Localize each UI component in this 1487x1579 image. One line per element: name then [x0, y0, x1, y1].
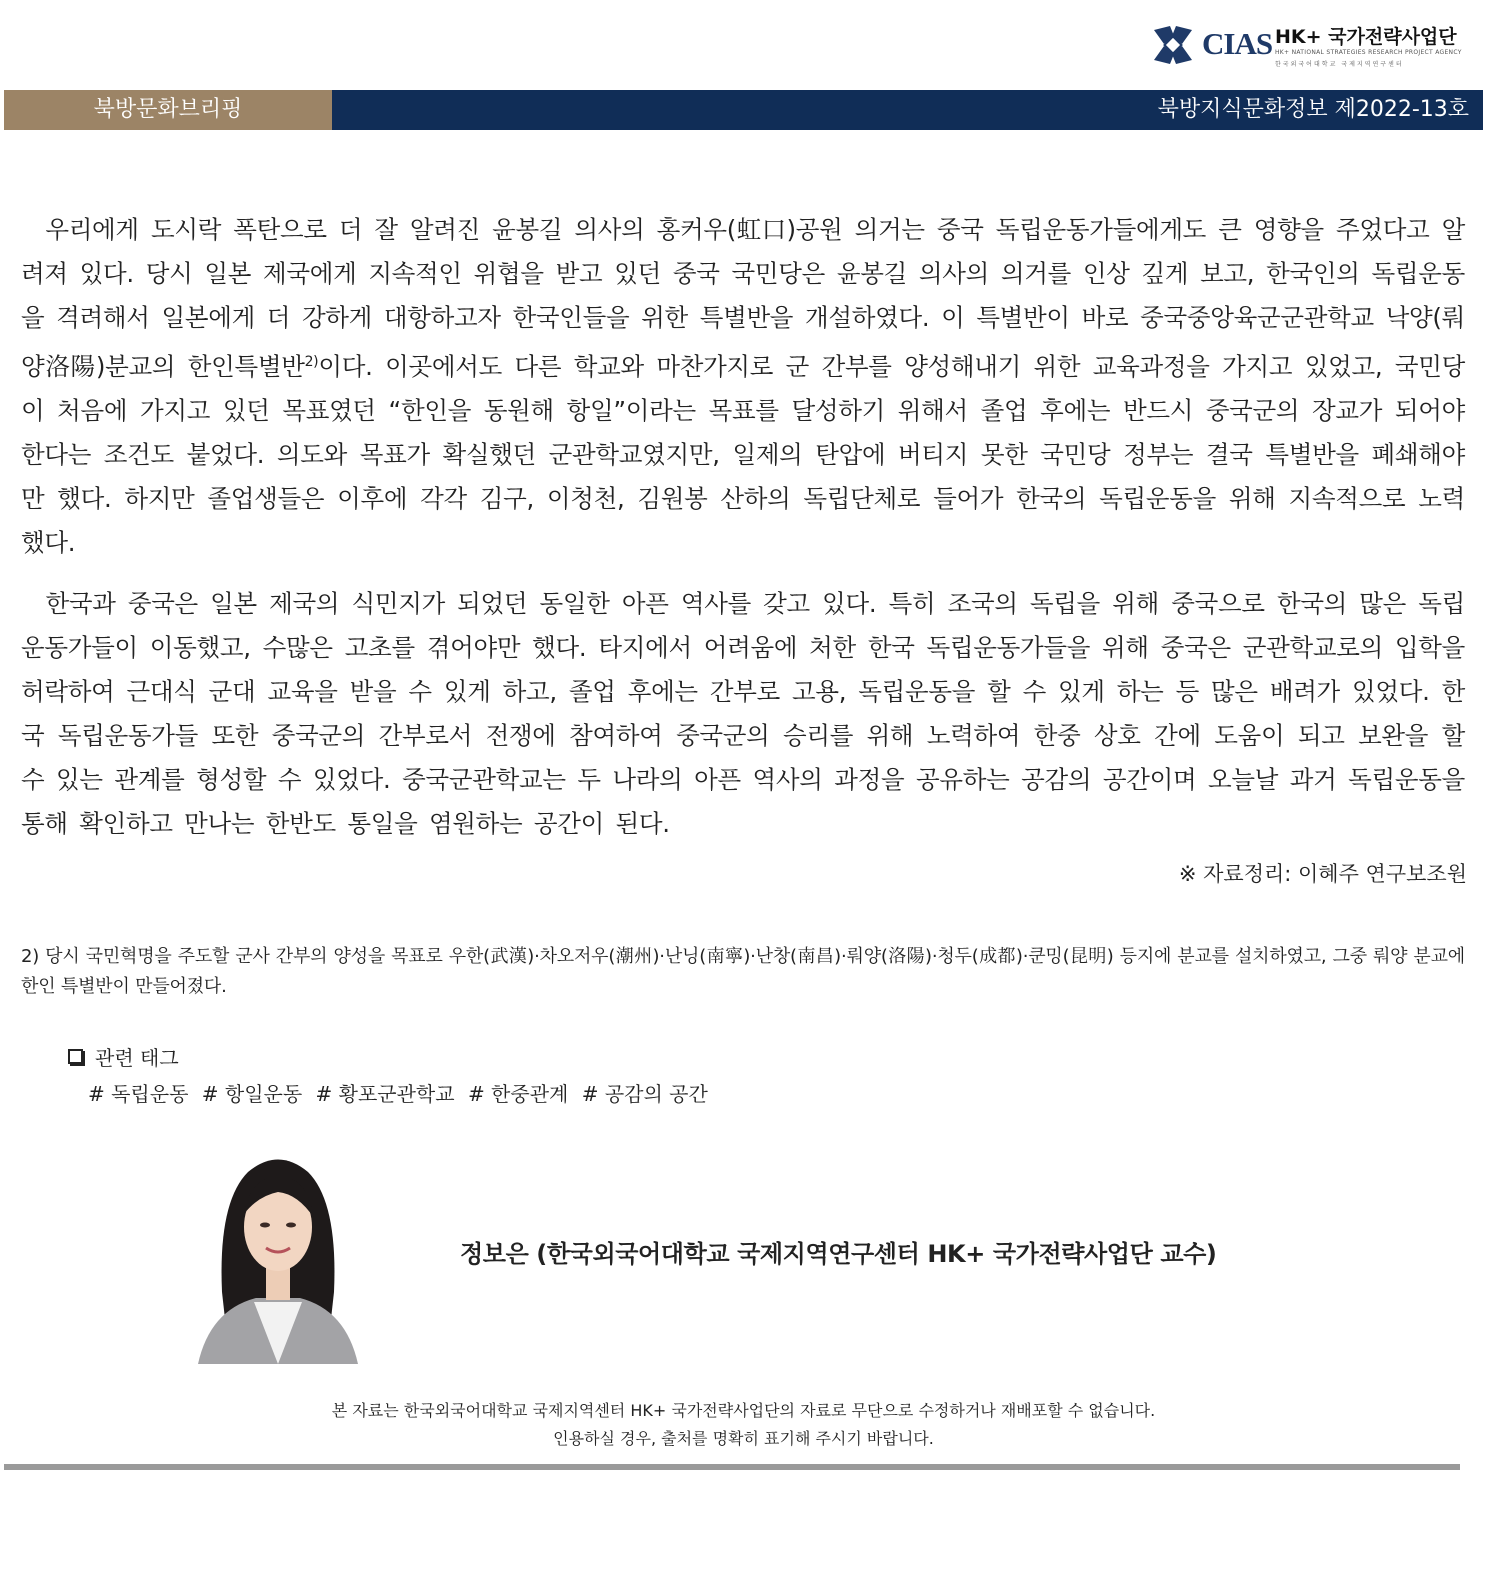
logo-subtitle-ko: 한국외국어대학교 국제지역연구센터 — [1275, 61, 1404, 68]
cias-logo — [1150, 20, 1470, 72]
cias-emblem-icon — [1150, 22, 1196, 68]
body-paragraph-1 — [21, 208, 1465, 565]
citation-notice: 인용하실 경우, 출처를 명확히 표기해 주시기 바랍니다. — [553, 1429, 934, 1448]
logo-mark: CIAS — [1202, 26, 1273, 61]
tags-title: 관련 태그 — [95, 1046, 179, 1070]
tag-item[interactable]: # 공감의 공간 — [581, 1082, 708, 1106]
logo-subtitle-en: HK+ NATIONAL STRATEGIES RESEARCH PROJECT AGENCY — [1275, 49, 1462, 56]
tag-item[interactable]: # 항일운동 — [201, 1082, 303, 1106]
issue-label: 북방지식문화정보 제2022-13호 — [332, 90, 1483, 130]
logo-title: HK+ 국가전략사업단 — [1275, 26, 1457, 48]
author-name: 정보은 (한국외국어대학교 국제지역연구센터 HK+ 국가전략사업단 교수) — [460, 1240, 1217, 1268]
tags-heading — [68, 1042, 179, 1071]
footnote: 2) 당시 국민혁명을 주도할 군사 간부의 양성을 목표로 우한(武漢)·차오저우(潮州)·난닝(南寧)·난창(南昌)·뤄양(洛陽)·청두(成都)·쿤밍(昆明) 등지에 분교를 설치하였고, 그중 뤄양 분교에 한인 특별반이 만들어졌다. — [21, 946, 1465, 997]
paragraph-1-text: 우리에게 도시락 폭탄으로 더 잘 알려진 윤봉길 의사의 홍커우(虹口)공원 의거는 중국 독립운동가들에게도 큰 영향을 주었다고 알려져 있다. 당시 일본 제국에게 지속적인 위협을 받고 있던 중국 국민당은 윤봉길 의사의 의거를 인상 깊게 보고, 한국인의 독립운동을 격려해서 일본에게 더 강하게 대항하고자 한국인들을 위한 특별반을 개설하였다. 이 특별반이 바로 중국중앙육군군관학교 낙양(뤄양洛陽)분교의 한인특별반 — [21, 215, 1465, 382]
tag-list — [88, 1078, 715, 1107]
footnote-ref: 2) — [304, 354, 319, 370]
tag-item[interactable]: # 독립운동 — [88, 1082, 189, 1106]
checkbox-square-icon — [68, 1049, 83, 1064]
footer-divider — [4, 1464, 1460, 1470]
copyright-notice: 본 자료는 한국외국어대학교 국제지역센터 HK+ 국가전략사업단의 자료로 무단으로 수정하거나 재배포할 수 없습니다. — [331, 1401, 1156, 1420]
tag-item[interactable]: # 황포군관학교 — [315, 1082, 455, 1106]
body-paragraph-2 — [21, 582, 1465, 846]
credit-line: ※ 자료정리: 이혜주 연구보조원 — [1178, 862, 1467, 886]
author-photo — [188, 1142, 368, 1364]
section-label: 북방문화브리핑 — [4, 90, 332, 130]
paragraph-1-rest: 이다. 이곳에서도 다른 학교와 마찬가지로 군 간부를 양성해내기 위한 교육과정을 가지고 있었고, 국민당이 처음에 가지고 있던 목표였던 “한인을 동원해 항일”이라는 목표를 달성하기 위해서 졸업 후에는 반드시 중국군의 장교가 되어야 한다는 조건도 붙었다. 의도와 목표가 확실했던 군관학교였지만, 일제의 탄압에 버티지 못한 국민당 정부는 결국 특별반을 폐쇄해야만 했다. 하지만 졸업생들은 이후에 각각 김구, 이청천, 김원봉 산하의 독립단체로 들어가 한국의 독립운동을 위해 지속적으로 노력했다. — [21, 352, 1465, 558]
paragraph-2-text: 한국과 중국은 일본 제국의 식민지가 되었던 동일한 아픈 역사를 갖고 있다. 특히 조국의 독립을 위해 중국으로 한국의 많은 독립운동가들이 이동했고, 수많은 고초를 겪어야만 했다. 타지에서 어려움에 처한 한국 독립운동가들을 위해 중국은 군관학교로의 입학을 허락하여 근대식 군대 교육을 받을 수 있게 하고, 졸업 후에는 간부로 고용, 독립운동을 할 수 있게 하는 등 많은 배려가 있었다. 한국 독립운동가들 또한 중국군의 간부로서 전쟁에 참여하여 중국군의 승리를 위해 노력하여 한중 상호 간에 도움이 되고 보완을 할 수 있는 관계를 형성할 수 있었다. 중국군관학교는 두 나라의 아픈 역사의 과정을 공유하는 공감의 공간이며 오늘날 과거 독립운동을 통해 확인하고 만나는 한반도 통일을 염원하는 공간이 된다. — [21, 589, 1465, 838]
header-banner — [4, 90, 1483, 130]
tag-item[interactable]: # 한중관계 — [467, 1082, 569, 1106]
